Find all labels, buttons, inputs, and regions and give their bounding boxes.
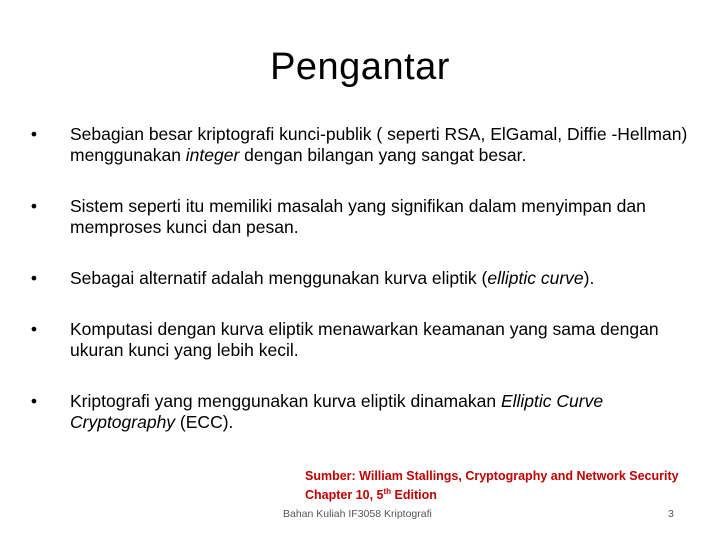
source-line-2 xyxy=(305,486,715,505)
bullet-item xyxy=(26,268,706,289)
slide-title: Pengantar xyxy=(270,46,450,88)
bullet-item xyxy=(26,391,706,433)
bullet-text: Sebagian besar kriptografi kunci-publik ( seperti RSA, ElGamal, Diffie -Hellman) menggunakan xyxy=(70,124,688,165)
source-edition-superscript: th xyxy=(383,487,392,496)
bullet-text-italic: integer xyxy=(185,145,240,165)
bullet-icon: • xyxy=(30,391,38,411)
bullet-item xyxy=(26,124,706,166)
bullet-text: ). xyxy=(583,268,595,288)
source-edition: Edition xyxy=(391,488,437,502)
bullet-icon: • xyxy=(30,268,38,288)
bullet-text: dengan bilangan yang sangat besar. xyxy=(239,145,527,165)
bullet-item xyxy=(26,196,706,238)
bullet-icon: • xyxy=(30,124,38,144)
bullet-text-italic: elliptic curve xyxy=(487,268,584,288)
bullet-icon: • xyxy=(30,319,38,339)
bullet-text: Kriptografi yang menggunakan kurva eliptik dinamakan xyxy=(70,391,501,411)
source-line-1: Sumber: William Stallings, Cryptography and Network Security xyxy=(305,469,679,483)
bullet-text: Sebagai alternatif adalah menggunakan kurva eliptik ( xyxy=(70,268,488,288)
bullet-text: (ECC). xyxy=(175,412,234,432)
bullet-item xyxy=(26,319,706,361)
source-citation xyxy=(305,467,715,505)
bullet-text: Sistem seperti itu memiliki masalah yang signifikan dalam menyimpan dan memproses kunci dan pesan. xyxy=(70,196,646,237)
page-number: 3 xyxy=(668,508,674,520)
bullet-text: Komputasi dengan kurva eliptik menawarkan keamanan yang sama dengan ukuran kunci yang lebih kecil. xyxy=(70,319,659,360)
bullet-list xyxy=(26,124,706,463)
bullet-icon: • xyxy=(30,196,38,216)
source-chapter: Chapter 10, 5 xyxy=(305,488,384,502)
footer-text: Bahan Kuliah IF3058 Kriptografi xyxy=(283,508,432,520)
bullet-text-italic: Elliptic Curve Cryptography xyxy=(70,391,604,432)
